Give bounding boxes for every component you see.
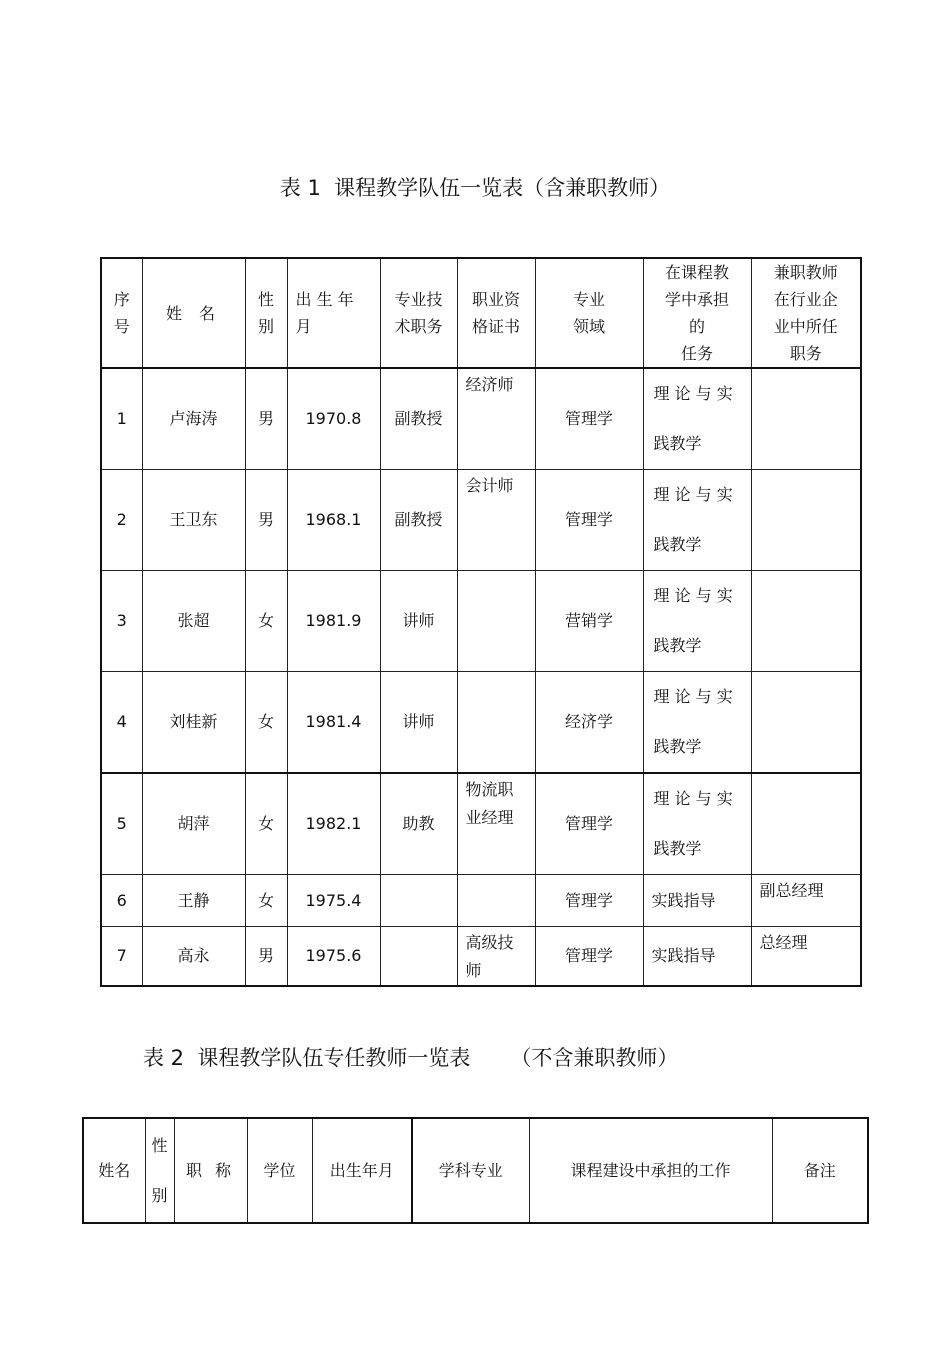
cell-cert: 高级技 师: [457, 927, 535, 987]
table1-header-row: [101, 258, 861, 368]
table-row: [101, 571, 861, 672]
header-task: 在课程教 学中承担 的 任务: [643, 258, 751, 368]
cell-birth: 1982.1: [287, 773, 380, 875]
cell-title: [380, 875, 457, 927]
header-note: 备注: [772, 1118, 868, 1223]
header-gender: 性 别: [145, 1118, 174, 1223]
fulltime-teacher-table: [82, 1117, 869, 1224]
table-row: [101, 927, 861, 987]
cell-parttime: [751, 368, 861, 470]
cell-parttime: [751, 672, 861, 774]
cell-birth: 1981.4: [287, 672, 380, 774]
cell-title: [380, 927, 457, 987]
cell-no: 7: [101, 927, 142, 987]
header-name: 姓 名: [142, 258, 245, 368]
cell-title: 副教授: [380, 368, 457, 470]
cell-task: 理 论 与 实 践教学: [643, 368, 751, 470]
table1-title: 表 1 课程教学队伍一览表（含兼职教师）: [279, 176, 671, 200]
cell-gender: 男: [245, 368, 287, 470]
cell-field: 经济学: [535, 672, 643, 774]
cell-parttime: 副总经理: [751, 875, 861, 927]
cell-parttime: [751, 773, 861, 875]
header-birth: 出 生 年 月: [287, 258, 380, 368]
table-row: [101, 773, 861, 875]
table-row: [101, 368, 861, 470]
cell-no: 1: [101, 368, 142, 470]
cell-cert: [457, 571, 535, 672]
cell-no: 5: [101, 773, 142, 875]
header-birth: 出生年月: [312, 1118, 412, 1223]
cell-name: 王静: [142, 875, 245, 927]
header-name: 姓名: [83, 1118, 145, 1223]
cell-name: 张超: [142, 571, 245, 672]
cell-gender: 男: [245, 470, 287, 571]
table2-header-row: [83, 1118, 868, 1223]
header-degree: 学位: [247, 1118, 312, 1223]
cell-gender: 女: [245, 571, 287, 672]
cell-cert: 经济师: [457, 368, 535, 470]
cell-cert: [457, 875, 535, 927]
cell-field: 管理学: [535, 927, 643, 987]
cell-field: 管理学: [535, 875, 643, 927]
cell-task: 理 论 与 实 践教学: [643, 672, 751, 774]
cell-name: 卢海涛: [142, 368, 245, 470]
header-field: 专业 领域: [535, 258, 643, 368]
cell-birth: 1970.8: [287, 368, 380, 470]
cell-title: 讲师: [380, 571, 457, 672]
cell-field: 管理学: [535, 773, 643, 875]
cell-title: 讲师: [380, 672, 457, 774]
cell-birth: 1968.1: [287, 470, 380, 571]
cell-no: 2: [101, 470, 142, 571]
cell-field: 管理学: [535, 368, 643, 470]
cell-gender: 女: [245, 875, 287, 927]
header-gender: 性 别: [245, 258, 287, 368]
cell-cert: 物流职 业经理: [457, 773, 535, 875]
cell-task: 实践指导: [643, 875, 751, 927]
cell-gender: 女: [245, 773, 287, 875]
cell-task: 理 论 与 实 践教学: [643, 470, 751, 571]
teaching-team-table: [100, 257, 862, 987]
cell-parttime: [751, 470, 861, 571]
cell-birth: 1975.6: [287, 927, 380, 987]
cell-birth: 1975.4: [287, 875, 380, 927]
table-row: [101, 672, 861, 774]
header-major: 学科专业: [412, 1118, 529, 1223]
cell-name: 刘桂新: [142, 672, 245, 774]
cell-birth: 1981.9: [287, 571, 380, 672]
cell-gender: 女: [245, 672, 287, 774]
cell-no: 6: [101, 875, 142, 927]
header-work: 课程建设中承担的工作: [529, 1118, 772, 1223]
header-rank: 职 称: [174, 1118, 247, 1223]
cell-no: 3: [101, 571, 142, 672]
cell-field: 管理学: [535, 470, 643, 571]
table-row: [101, 875, 861, 927]
cell-parttime: 总经理: [751, 927, 861, 987]
cell-parttime: [751, 571, 861, 672]
cell-task: 实践指导: [643, 927, 751, 987]
cell-task: 理 论 与 实 践教学: [643, 773, 751, 875]
cell-field: 营销学: [535, 571, 643, 672]
header-no: 序 号: [101, 258, 142, 368]
cell-title: 副教授: [380, 470, 457, 571]
cell-no: 4: [101, 672, 142, 774]
table-row: [101, 470, 861, 571]
cell-gender: 男: [245, 927, 287, 987]
cell-task: 理 论 与 实 践教学: [643, 571, 751, 672]
cell-name: 胡萍: [142, 773, 245, 875]
cell-cert: [457, 672, 535, 774]
header-parttime: 兼职教师 在行业企 业中所任 职务: [751, 258, 861, 368]
header-title: 专业技 术职务: [380, 258, 457, 368]
cell-cert: 会计师: [457, 470, 535, 571]
cell-name: 王卫东: [142, 470, 245, 571]
cell-title: 助教: [380, 773, 457, 875]
header-cert: 职业资 格证书: [457, 258, 535, 368]
cell-name: 高永: [142, 927, 245, 987]
table2-title: 表 2 课程教学队伍专任教师一览表 （不含兼职教师）: [143, 1046, 679, 1070]
